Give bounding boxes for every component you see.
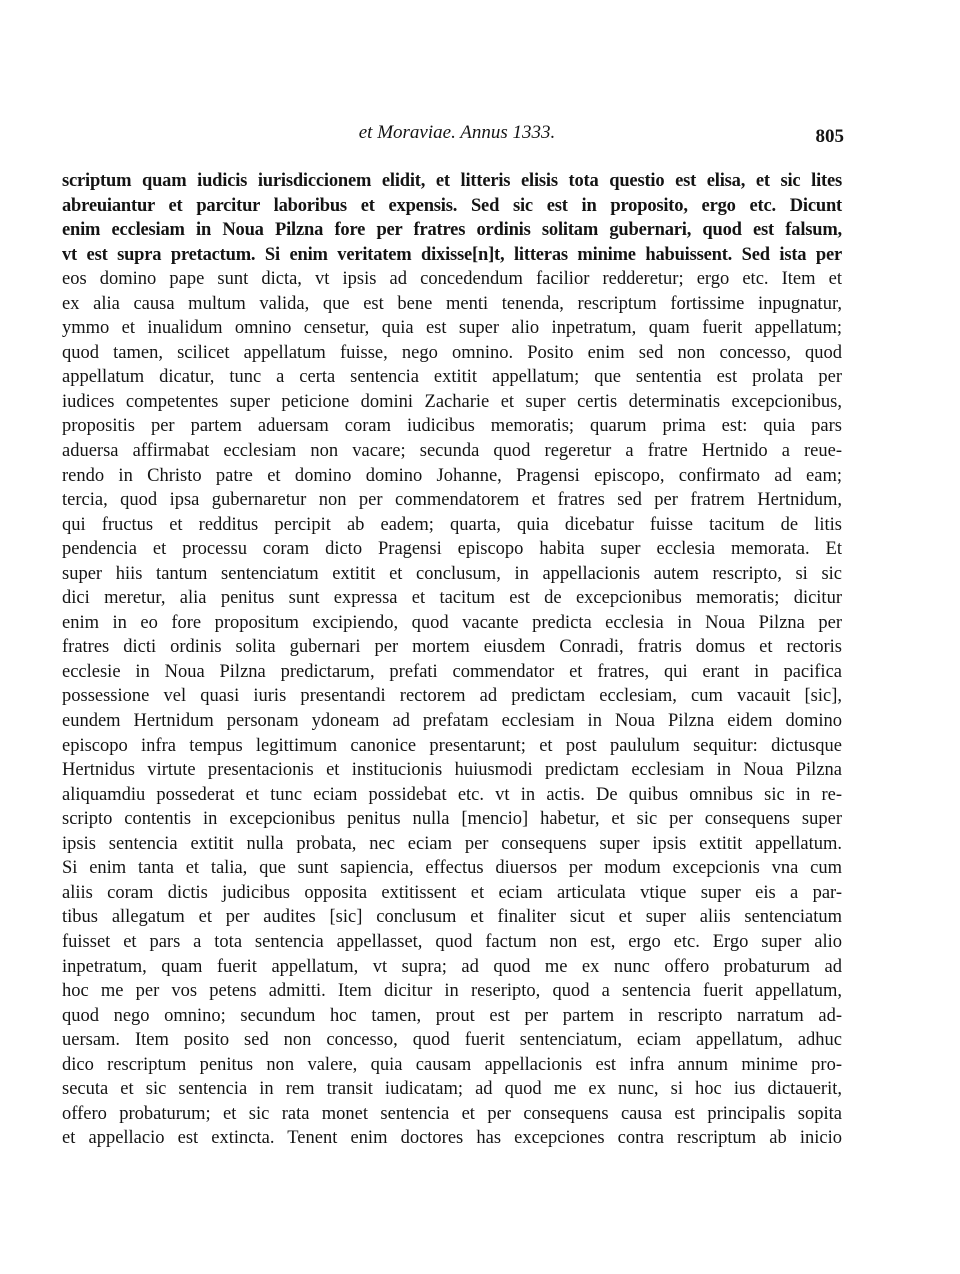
text-line — [62, 635, 842, 660]
text-line — [62, 979, 842, 1004]
text-line-content: qui fructus et redditus percipit ab eadem; quarta, quia dicebatur fuisse tacitum de litis — [62, 514, 842, 535]
text-line — [62, 856, 842, 881]
text-line — [62, 292, 842, 317]
text-line-content: super hiis tantum sentenciatum extitit et conclusum, in appellacionis autem rescripto, si sic — [62, 563, 842, 584]
text-line-content: uersam. Item posito sed non concesso, quod fuerit sentenciatum, eciam appellatum, adhuc — [62, 1030, 842, 1051]
text-line — [62, 611, 842, 636]
text-line-content: dico rescriptum penitus non valere, quia causam appellacionis est infra annum minime pro- — [62, 1054, 842, 1075]
text-line-content: quod nego omnino; secundum hoc tamen, prout est per partem in rescripto narratum ad- — [62, 1005, 842, 1026]
text-line — [62, 955, 842, 980]
text-line-content: enim in eo fore propositum excipiendo, quod vacante predicta ecclesia in Noua Pilzna per — [62, 612, 842, 633]
text-line-content: eundem Hertnidum personam ydoneam ad prefatam ecclesiam in Noua Pilzna eidem domino — [62, 711, 842, 732]
text-line-content: appellatum dicatur, tunc a certa sentencia extitit appellatum; que sententia est prolata per — [62, 367, 842, 388]
text-line-content: pendencia et processu coram dicto Pragensi episcopo habita super ecclesia memorata. Et — [62, 539, 842, 560]
text-line-content: ecclesie in Noua Pilzna predictarum, prefati commendator et fratres, qui erant in pacifica — [62, 661, 842, 682]
text-line — [62, 488, 842, 513]
text-line — [62, 734, 842, 759]
text-line-content: hoc me per vos petens admitti. Item dicitur in reseripto, quod a sentencia fuerit appellatum, — [62, 981, 842, 1002]
text-line — [62, 1077, 842, 1102]
text-line-content: aduersa affirmabat ecclesiam non vacare; secunda quod regeretur a fratre Hertnido a reue- — [62, 441, 842, 462]
text-line-content: ex alia causa multum valida, que est bene menti tenenda, rescriptum fortissime inpugnatur, — [62, 293, 842, 314]
text-line — [62, 267, 842, 292]
text-line — [62, 243, 842, 268]
text-line — [62, 439, 842, 464]
text-line-content: episcopo infra tempus legittimum canonice presentarunt; et post paululum sequitur: dictusque — [62, 735, 842, 756]
text-line-content: ipsis sentencia extitit nulla probata, nec eciam per consequens super ipsis extitit appellatum. — [62, 833, 842, 854]
text-line-content: aliis coram dictis judicibus opposita extitissent et eciam articulata vtique super eis a par- — [62, 882, 842, 903]
text-line-content: tercia, quod ipsa gubernaretur non per commendatorem et fratres sed per fratrem Hertnidum, — [62, 490, 842, 511]
text-line — [62, 783, 842, 808]
text-line-content: fuisset et pars a tota sentencia appellasset, quod factum non est, ergo etc. Ergo super alio — [62, 931, 842, 952]
text-line — [62, 832, 842, 857]
text-line-content: tibus allegatum et per audites [sic] conclusum et finaliter sicut et super aliis sentenciatum — [62, 907, 842, 928]
text-line — [62, 562, 842, 587]
text-line — [62, 316, 842, 341]
text-line-content: ymmo et inualidum omnino censetur, quia est super alio inpetratum, quam fuerit appellatum; — [62, 318, 842, 339]
running-title: et Moraviae. Annus 1333. — [358, 122, 556, 143]
text-line-content: abreuiantur et parcitur laboribus et expensis. Sed sic est in proposito, ergo etc. Dicunt — [62, 195, 842, 216]
text-line — [62, 218, 842, 243]
text-line-content: rendo in Christo patre et domino domino Johanne, Pragensi episcopo, confirmato ad eam; — [62, 465, 842, 486]
text-line — [62, 684, 842, 709]
text-line — [62, 365, 842, 390]
text-line — [62, 1053, 842, 1078]
text-line-content: propositis per partem aduersam coram iudicibus memoratis; quarum prima est: quia pars — [62, 416, 842, 437]
text-line-content: scripto contentis in excepcionibus penitus nulla [mencio] habetur, et sic per consequens super — [62, 809, 842, 830]
text-line — [62, 464, 842, 489]
text-line-content: dici meretur, alia penitus sunt expressa et tacitum est de excepcionibus memoratis; dicitur — [62, 588, 842, 609]
text-line-content: eos domino pape sunt dicta, vt ipsis ad concedendum facilior redderetur; ergo etc. Item et — [62, 269, 842, 290]
text-line — [62, 1102, 842, 1127]
text-line-content: possessione vel quasi iuris presentandi rectorem ad predictam ecclesiam, cum vacauit [sic], — [62, 686, 842, 707]
text-line — [62, 414, 842, 439]
text-line-content: inpetratum, quam fuerit appellatum, vt supra; ad quod me ex nunc offero probaturum ad — [62, 956, 842, 977]
text-line — [62, 513, 842, 538]
text-line — [62, 1004, 842, 1029]
text-line-content: Hertnidus virtute presentacionis et institucionis huiusmodi predictam ecclesiam in Noua Pilzna — [62, 760, 842, 781]
text-line — [62, 586, 842, 611]
text-line — [62, 881, 842, 906]
text-line — [62, 709, 842, 734]
text-line-content: et appellacio est extincta. Tenent enim doctores has excepciones contra rescriptum ab inicio — [62, 1128, 842, 1149]
page-number: 805 — [815, 126, 844, 147]
text-line-content: fratres dicti ordinis solita gubernari per mortem eiusdem Conradi, fratris domus et rectoris — [62, 637, 842, 658]
text-line — [62, 1028, 842, 1053]
running-head — [60, 120, 842, 146]
text-line-content: iudices competentes super peticione domini Zacharie et super certis determinatis excepcionibus, — [62, 391, 842, 412]
text-line — [62, 537, 842, 562]
text-line — [62, 758, 842, 783]
text-line — [62, 390, 842, 415]
text-line — [62, 660, 842, 685]
text-line — [62, 169, 842, 194]
text-line — [62, 341, 842, 366]
text-line-content: offero probaturum; et sic rata monet sentencia et per consequens causa est principalis sopita — [62, 1103, 842, 1124]
text-line-content: scriptum quam iudicis iurisdiccionem elidit, et litteris elisis tota questio est elisa, et sic lites — [62, 171, 842, 191]
text-line — [62, 1126, 842, 1151]
text-line — [62, 905, 842, 930]
text-line-content: quod tamen, scilicet appellatum fuisse, nego omnino. Posito enim sed non concesso, quod — [62, 342, 842, 363]
text-line-content: Si enim tanta et talia, que sunt sapiencia, effectus diuersos per modum excepcionis vna cum — [62, 858, 842, 879]
text-line-content: secuta et sic sentencia in rem transit iudicatam; ad quod me ex nunc, si hoc ius dictauerit, — [62, 1079, 842, 1100]
text-line — [62, 807, 842, 832]
text-line — [62, 194, 842, 219]
text-line — [62, 930, 842, 955]
text-line-content: aliquamdiu possederat et tunc eciam possidebat etc. vt in actis. De quibus omnibus sic in re- — [62, 784, 842, 805]
text-line-content: enim ecclesiam in Noua Pilzna fore per fratres ordinis solitam gubernari, quod est falsum, — [62, 220, 842, 241]
body-text — [62, 169, 842, 1151]
text-line-content: vt est supra pretactum. Si enim veritatem dixisse[n]t, litteras minime habuissent. Sed ista per — [62, 244, 842, 265]
